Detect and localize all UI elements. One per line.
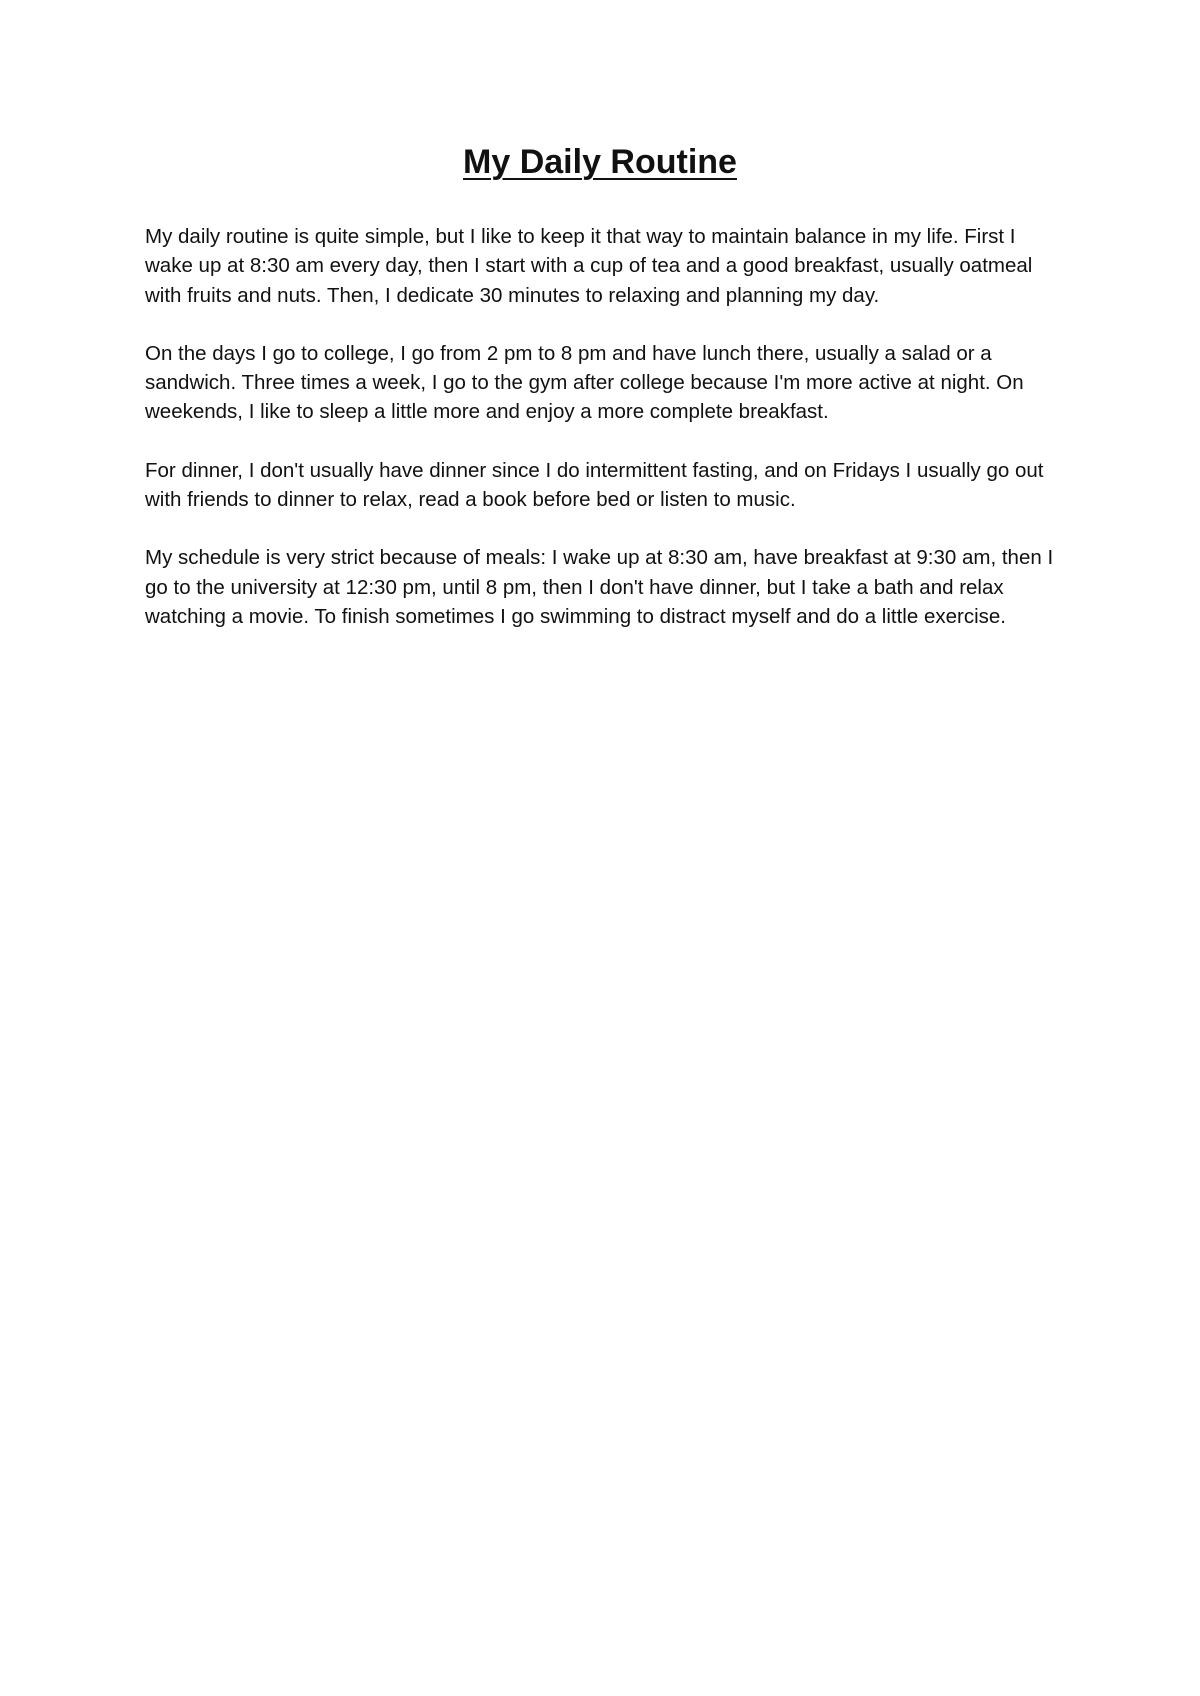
paragraph-3: For dinner, I don't usually have dinner since I do intermittent fasting, and on Fridays I usually go out with friends to dinner to relax, read a book before bed or listen to music.	[145, 458, 1044, 512]
paragraph-4: My schedule is very strict because of meals: I wake up at 8:30 am, have breakfast at 9:30 am, then I go to the university at 12:30 pm, until 8 pm, then I don't have dinner, but I take a bath and relax watching a movie. To finish sometimes I go swimming to distract myself and do a little exercise.	[145, 546, 1054, 628]
paragraph-1: My daily routine is quite simple, but I like to keep it that way to maintain balance in my life. First I wake up at 8:30 am every day, then I start with a cup of tea and a good breakfast, usually oatmeal with fruits and nuts. Then, I dedicate 30 minutes to relaxing and planning my day.	[145, 225, 1033, 307]
paragraph-2: On the days I go to college, I go from 2 pm to 8 pm and have lunch there, usually a salad or a sandwich. Three times a week, I go to the gym after college because I'm more active at night. On weekends, I like to sleep a little more and enjoy a more complete breakfast.	[145, 341, 1024, 424]
document-body	[145, 222, 1065, 660]
document-title: My Daily Routine	[463, 143, 737, 181]
